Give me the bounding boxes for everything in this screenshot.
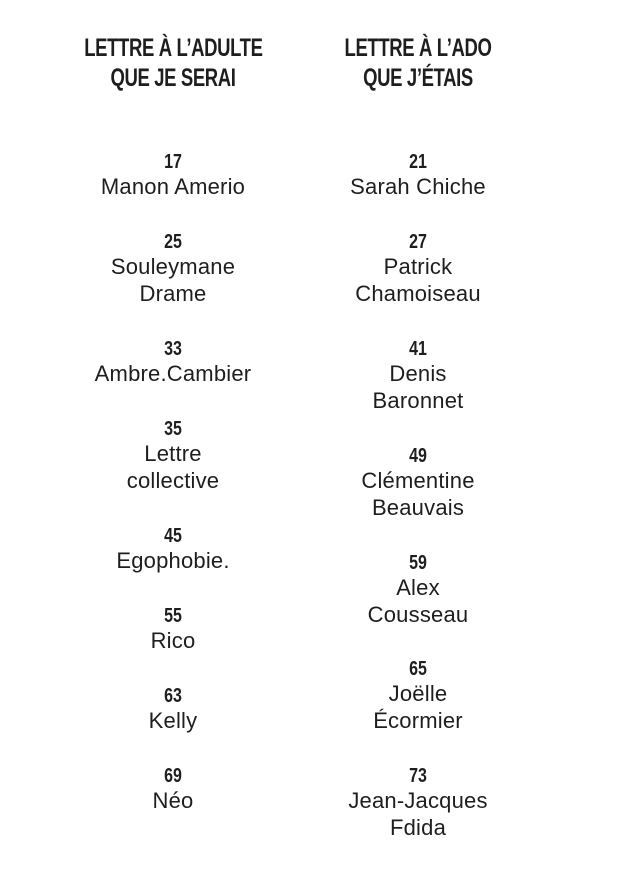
toc-entry[interactable] bbox=[298, 151, 538, 201]
entry-author: Egophobie. bbox=[116, 548, 230, 573]
toc-entry[interactable] bbox=[298, 658, 538, 734]
toc-entry[interactable] bbox=[53, 765, 293, 815]
entry-page-number: 45 bbox=[164, 525, 182, 547]
entry-author: Néo bbox=[152, 788, 194, 813]
entry-page-number: 33 bbox=[164, 338, 182, 360]
toc-entry[interactable] bbox=[298, 765, 538, 841]
entry-page-number: 17 bbox=[164, 151, 182, 173]
entry-author: Patrick Chamoiseau bbox=[355, 254, 481, 306]
left-title-line-1: LETTRE À L’ADULTE bbox=[84, 34, 263, 62]
entry-author: Manon Amerio bbox=[100, 174, 246, 199]
entry-page-number: 35 bbox=[164, 418, 182, 440]
entry-page-number: 25 bbox=[164, 231, 182, 253]
toc-entry[interactable] bbox=[53, 231, 293, 307]
toc-entry[interactable] bbox=[298, 231, 538, 307]
entry-author: Kelly bbox=[148, 708, 198, 733]
entry-page-number: 27 bbox=[409, 231, 427, 253]
entry-page-number: 63 bbox=[164, 685, 182, 707]
toc-entry[interactable] bbox=[53, 605, 293, 655]
entry-author: Rico bbox=[150, 628, 196, 653]
entry-author: Clémentine Beauvais bbox=[361, 468, 475, 520]
entry-author: Ambre.Cambier bbox=[94, 361, 252, 386]
entry-author: Lettre collective bbox=[126, 441, 220, 493]
entry-page-number: 69 bbox=[164, 765, 182, 787]
entry-author: Joëlle Écormier bbox=[373, 681, 463, 733]
entry-author: Alex Cousseau bbox=[367, 575, 469, 627]
entry-page-number: 49 bbox=[409, 445, 427, 467]
toc-entry[interactable] bbox=[298, 552, 538, 628]
toc-entry[interactable] bbox=[298, 445, 538, 521]
entry-page-number: 55 bbox=[164, 605, 182, 627]
entry-page-number: 59 bbox=[409, 552, 427, 574]
toc-entry[interactable] bbox=[53, 418, 293, 494]
toc-entry[interactable] bbox=[53, 338, 293, 388]
right-column-title bbox=[329, 33, 507, 93]
entry-page-number: 21 bbox=[409, 151, 427, 173]
entry-page-number: 65 bbox=[409, 658, 427, 680]
entry-author: Jean-Jacques Fdida bbox=[348, 788, 488, 840]
toc-entry[interactable] bbox=[53, 151, 293, 201]
toc-entry[interactable] bbox=[53, 685, 293, 735]
entry-page-number: 73 bbox=[409, 765, 427, 787]
toc-entry[interactable] bbox=[298, 338, 538, 414]
left-column-title bbox=[84, 33, 262, 93]
right-title-line-1: LETTRE À L’ADO bbox=[344, 34, 492, 62]
entry-author: Denis Baronnet bbox=[372, 361, 464, 413]
left-title-line-2: QUE JE SERAI bbox=[110, 64, 236, 92]
right-title-line-2: QUE J’ÉTAIS bbox=[363, 64, 473, 92]
entry-author: Sarah Chiche bbox=[350, 174, 486, 199]
entry-author: Souleymane Drame bbox=[110, 254, 236, 306]
entry-page-number: 41 bbox=[409, 338, 427, 360]
toc-entry[interactable] bbox=[53, 525, 293, 575]
